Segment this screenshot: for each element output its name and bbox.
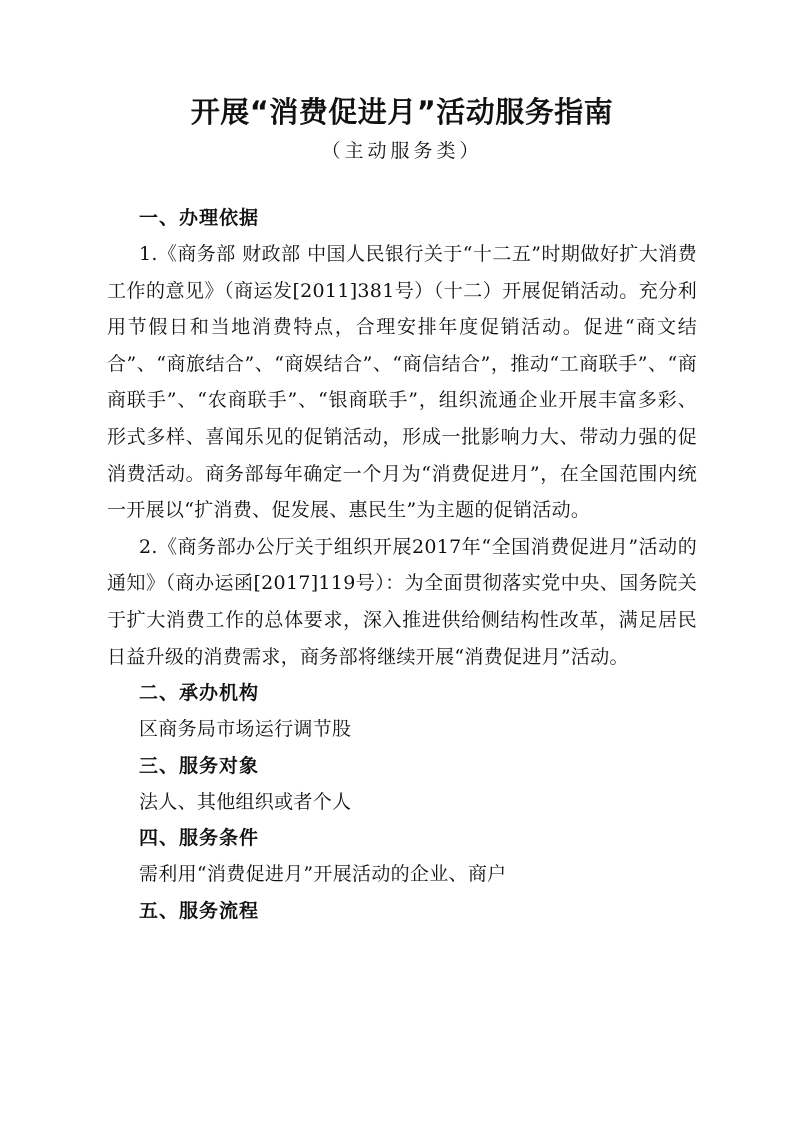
paragraph-service-conditions: 需利用“消费促进月”开展活动的企业、商户: [139, 863, 507, 886]
paragraph-basis-2: 2.《商务部办公厅关于组织开展2017年“全国消费促进月”活动的通知》（商办运函[2017]119号）：为全面贯彻落实党中央、国务院关于扩大消费工作的总体要求，深入推进供给侧结构性改革，满足居民日益升级的消费需求，商务部将继续开展“消费促进月”活动。: [107, 535, 697, 668]
section-heading-service-process: 五、服务流程: [139, 899, 260, 922]
paragraph-organization: 区商务局市场运行调节股: [139, 718, 352, 741]
paragraph-basis-1: 1.《商务部 财政部 中国人民银行关于“十二五”时期做好扩大消费工作的意见》（商运发[2011]381号）（十二）开展促销活动。充分利用节假日和当地消费特点，合理安排年度促销活动。促进“商文结合”、“商旅结合”、“商娱结合”、“商信结合”，推动“工商联手”、“商商联手”、“农商联手”、“银商联手”，组织流通企业开展丰富多彩、形式多样、喜闻乐见的促销活动，形成一批影响力大、带动力强的促消费活动。商务部每年确定一个月为“消费促进月”，在全国范围内统一开展以“扩消费、促发展、惠民生”为主题的促销活动。: [107, 243, 697, 522]
paragraph-service-target: 法人、其他组织或者个人: [139, 790, 352, 813]
document-title: 开展“消费促进月”活动服务指南: [190, 95, 614, 129]
section-heading-service-conditions: 四、服务条件: [139, 827, 260, 850]
section-heading-organization: 二、承办机构: [139, 682, 260, 705]
document-body: [107, 200, 697, 929]
document-subtitle: （主动服务类）: [321, 140, 483, 162]
section-heading-service-target: 三、服务对象: [139, 754, 260, 777]
section-heading-basis: 一、办理依据: [139, 207, 260, 229]
